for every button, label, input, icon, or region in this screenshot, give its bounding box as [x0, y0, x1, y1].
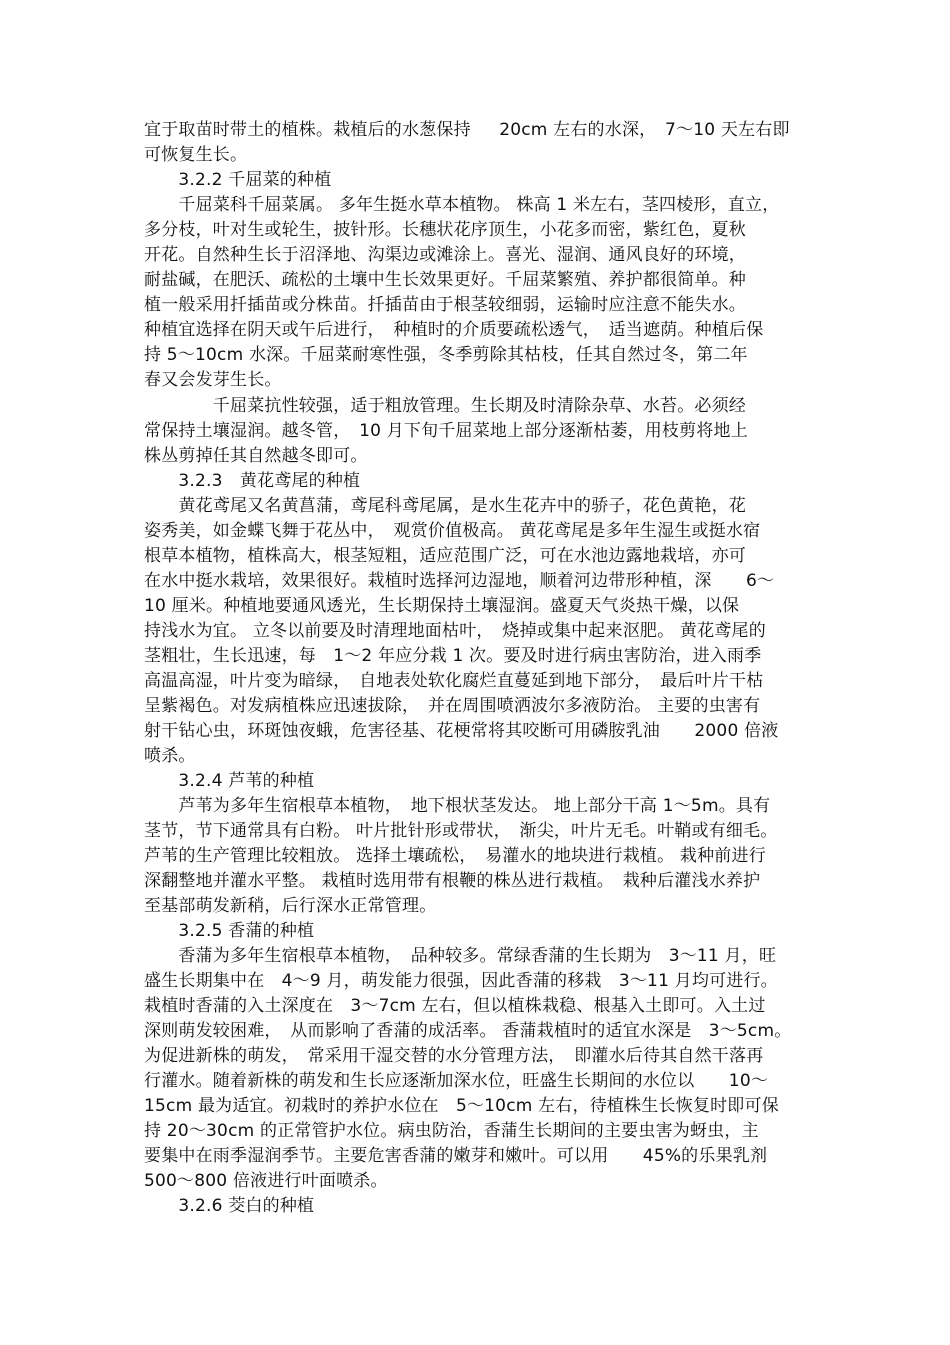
- text-line: 15cm 最为适宜。初栽时的养护水位在 5～10cm 左右，待植株生长恢复时即可保: [144, 1096, 779, 1116]
- section-heading: 3.2.2 千屈菜的种植: [144, 170, 332, 190]
- text-line: 要集中在雨季湿润季节。主要危害香蒲的嫩芽和嫩叶。可以用 45%的乐果乳剂: [144, 1146, 768, 1166]
- text-line: 茎粗壮，生长迅速，每 1～2 年应分栽 1 次。要及时进行病虫害防治，进入雨季: [144, 646, 762, 666]
- text-line: 可恢复生长。: [144, 145, 248, 165]
- text-line: 10 厘米。种植地要通风透光，生长期保持土壤湿润。盛夏天气炎热干燥，以保: [144, 596, 740, 616]
- text-line: 黄花鸢尾又名黄菖蒲，鸢尾科鸢尾属，是水生花卉中的骄子，花色黄艳，花: [144, 496, 746, 516]
- text-line: 种植宜选择在阴天或午后进行， 种植时的介质要疏松透气， 适当遮荫。种植后保: [144, 320, 764, 340]
- text-line: 植一般采用扦插苗或分株苗。扦插苗由于根茎较细弱，运输时应注意不能失水。: [144, 295, 746, 315]
- text-line: 呈紫褐色。对发病植株应迅速拔除， 并在周围喷洒波尔多液防治。 主要的虫害有: [144, 696, 761, 716]
- text-line: 芦苇为多年生宿根草本植物， 地下根状茎发达。 地上部分干高 1～5m。具有: [144, 796, 771, 816]
- text-line: 常保持土壤湿润。越冬管， 10 月下旬千屈菜地上部分逐渐枯萎，用枝剪将地上: [144, 421, 748, 441]
- text-line: 芦苇的生产管理比较粗放。 选择土壤疏松， 易灌水的地块进行栽植。 栽种前进行: [144, 846, 766, 866]
- text-line: 根草本植物，植株高大，根茎短粗，适应范围广泛，可在水池边露地栽培，亦可: [144, 546, 746, 566]
- section-heading: 3.2.3 黄花鸢尾的种植: [144, 471, 361, 491]
- section-heading: 3.2.5 香蒲的种植: [144, 921, 315, 941]
- text-line: 持 20～30cm 的正常管护水位。病虫防治，香蒲生长期间的主要虫害为蚜虫，主: [144, 1121, 759, 1141]
- text-line: 持浅水为宜。 立冬以前要及时清理地面枯叶， 烧掉或集中起来沤肥。 黄花鸢尾的: [144, 621, 766, 641]
- section-heading: 3.2.4 芦苇的种植: [144, 771, 315, 791]
- text-line: 深则萌发较困难， 从而影响了香蒲的成活率。 香蒲栽植时的适宜水深是 3～5cm。: [144, 1021, 792, 1041]
- text-line: 至基部萌发新稍，后行深水正常管理。: [144, 896, 437, 916]
- text-line: 春又会发芽生长。: [144, 370, 282, 390]
- text-line: 千屈菜科千屈菜属。 多年生挺水草本植物。 株高 1 米左右，茎四棱形，直立，: [144, 195, 780, 215]
- text-line: 在水中挺水栽培，效果很好。栽植时选择河边湿地，顺着河边带形种植，深 6～: [144, 571, 775, 591]
- text-line: 持 5～10cm 水深。千屈菜耐寒性强，冬季剪除其枯枝，任其自然过冬，第二年: [144, 345, 748, 365]
- text-line: 茎节，节下通常具有白粉。 叶片批针形或带状， 渐尖，叶片无毛。叶鞘或有细毛。: [144, 821, 778, 841]
- text-line: 高温高湿，叶片变为暗绿， 自地表处软化腐烂直蔓延到地下部分， 最后叶片干枯: [144, 671, 764, 691]
- text-line: 为促进新株的萌发， 常采用干湿交替的水分管理方法， 即灌水后待其自然干落再: [144, 1046, 764, 1066]
- text-line: 香蒲为多年生宿根草本植物， 品种较多。常绿香蒲的生长期为 3～11 月，旺: [144, 946, 777, 966]
- text-line: 栽植时香蒲的入土深度在 3～7cm 左右，但以植株栽稳、根基入土即可。入土过: [144, 996, 766, 1016]
- text-line: 多分枝，叶对生或轮生，披针形。长穗状花序顶生，小花多而密，紫红色，夏秋: [144, 220, 746, 240]
- text-line: 盛生长期集中在 4～9 月，萌发能力很强，因此香蒲的移栽 3～11 月均可进行。: [144, 971, 778, 991]
- text-line: 姿秀美，如金蝶飞舞于花丛中， 观赏价值极高。 黄花鸢尾是多年生湿生或挺水宿: [144, 521, 761, 541]
- text-line: 行灌水。随着新株的萌发和生长应逐渐加深水位，旺盛生长期间的水位以 10～: [144, 1071, 769, 1091]
- text-line: 500～800 倍液进行叶面喷杀。: [144, 1171, 388, 1191]
- section-heading: 3.2.6 茭白的种植: [144, 1196, 315, 1216]
- text-line: 深翻整地并灌水平整。 栽植时选用带有根鞭的株丛进行栽植。 栽种后灌浅水养护: [144, 871, 761, 891]
- text-line: 株丛剪掉任其自然越冬即可。: [144, 446, 368, 466]
- text-line: 千屈菜抗性较强，适于粗放管理。生长期及时清除杂草、水苔。必须经: [144, 396, 746, 416]
- text-line: 耐盐碱，在肥沃、疏松的土壤中生长效果更好。千屈菜繁殖、养护都很简单。种: [144, 270, 746, 290]
- text-line: 开花。自然种生长于沼泽地、沟渠边或滩涂上。喜光、湿润、通风良好的环境，: [144, 245, 746, 265]
- text-line: 射干钻心虫，环斑蚀夜蛾，危害径基、花梗常将其咬断可用磷胺乳油 2000 倍液: [144, 721, 779, 741]
- text-line: 喷杀。: [144, 746, 196, 766]
- text-line: 宜于取苗时带土的植株。栽植后的水葱保持 20cm 左右的水深， 7～10 天左右即: [144, 120, 790, 140]
